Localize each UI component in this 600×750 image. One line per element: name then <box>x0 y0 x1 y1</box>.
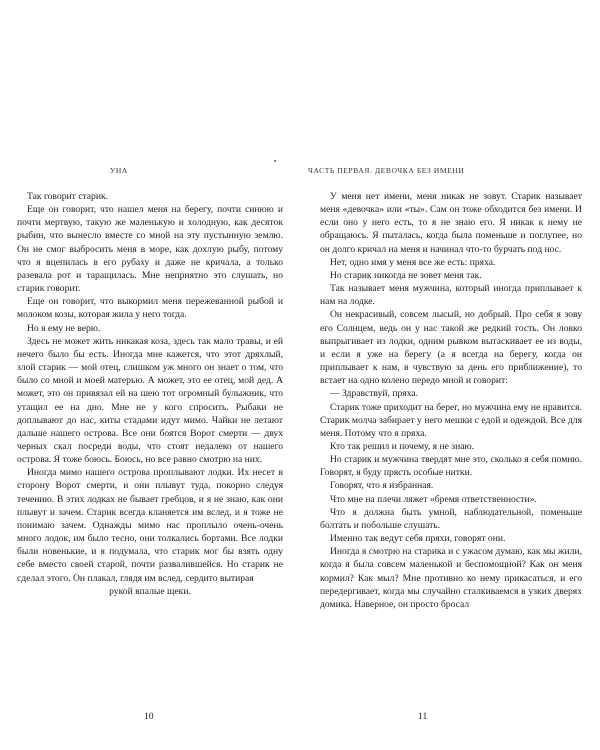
paragraph: Именно так ведут себя пряхи, говорят они. <box>330 533 506 545</box>
right-text-column <box>320 190 582 611</box>
paragraph: — Здравствуй, пряха. <box>330 388 419 400</box>
paragraph: Но старик и мужчина твердят мне это, сколько я себя помню. Говорят, я буду прясть особые нитки. <box>320 454 582 479</box>
left-running-head: УНА <box>110 166 128 175</box>
paragraph: Иногда я смотрю на старика и с ужасом думаю, как мы жили, когда я была совсем маленькой и беспомощной? Как он меня кормил? Как мыл? Мне противно ко нему прикасаться, и его передергивает, когда мы случайно сталкиваемся в узких дверях домика. Наверное, он просто бросал <box>320 546 582 610</box>
paragraph: Еще он говорит, что выкормил меня пережеванной рыбой и молоком козы, которая жила у него тогда. <box>17 296 283 321</box>
paragraph: Он некрасивый, совсем лысый, но добрый. Про себя я зову его Солнцем, ведь он у нас такой же редкий гость. Он ловко выпрыгивает из лодки, одним рывком вытаскивает ее из воды, и если я уже на берегу (а я всегда на берегу, когда он приплывает к нам, я чувствую за день его приближение), то встает на одно колено передо мной и говорит: <box>320 309 582 387</box>
paragraph: Иногда мимо нашего острова проплывают лодки. Их несет в сторону Ворот смерти, и они плывут туда, покорно следуя течению. В этих лодках не бывает гребцов, и я не знаю, как они плывут и зачем. Старик всегда кланяется им вслед, и я тоже не понимаю зачем. Однажды мимо нас проплыло очень-очень много лодок, им было тесно, они толкались бортами. Все лодки были новенькие, и я подумала, что старик мог бы взять одну себе вместо своей старой, почти развалившейся. Но старик не сделал этого. Он плакал, глядя им вслед, сердито вытирая <box>17 467 283 584</box>
paragraph-last-line: рукой впалые щеки. <box>109 585 191 597</box>
paragraph: У меня нет имени, меня никак не зовут. Старик называет меня «девочка» или «ты». Сам он тоже обходится без имени. И если оно у него есть, то я не знаю его. Я никак к нему не обращаюсь. Я пыталась, когда была поменьше и поглупее, но он долго кричал на меня и начинал что-то бурчать под нос. <box>320 191 582 255</box>
paragraph: Но старик никогда не зовет меня так. <box>330 269 482 281</box>
paragraph: Но я ему не верю. <box>27 322 101 334</box>
right-page-number: 11 <box>418 711 428 722</box>
paragraph: Нет, одно имя у меня все же есть: пряха. <box>330 256 496 268</box>
paragraph: Еще он говорит, что нашел меня на берегу, почти синюю и почти мертвую, такую же маленькую и холодную, как десяток рыбин, что вынесло вместе со мной на эту пустынную землю. Он не смог выбросить меня в море, как дохлую рыбу, потому что я вцепилась в его рубаху и даже не кричала, а только разевала рот и таращилась. Мне неприятно это слушать, но старик говорит. <box>17 204 283 295</box>
paragraph: Так говорит старик. <box>27 191 109 202</box>
paragraph: Так называет меня мужчина, который иногда приплывает к нам на лодке. <box>320 283 582 308</box>
right-running-head: ЧАСТЬ ПЕРВАЯ. ДЕВОЧКА БЕЗ ИМЕНИ <box>308 166 465 175</box>
paragraph: Что я должна быть умной, наблюдательной, поменьше болтать и побольше слушать. <box>320 506 582 531</box>
paragraph: Кто так решил и почему, я не знаю. <box>330 440 475 452</box>
left-page-number: 10 <box>144 711 154 722</box>
paragraph: Старик тоже приходит на берег, но мужчина ему не нравится. Старик молча забирает у него мешки с едой и одеждой. Все для меня. Потому что я пряха. <box>320 401 582 439</box>
paragraph: Говорят, что я избранная. <box>330 480 434 492</box>
paragraph: Здесь не может жить никакая коза, здесь так мало травы, и ей нечего было бы есть. Иногда мне кажется, что этот дряхлый, злой старик — мой отец, слишком уж много он знает о том, что было со мной и моей матерью. А может, это ее отец, мой дед. А может, это он привязал ей на шею тот огромный булыжник, что утащил ее на дно. Мне не у кого спросить. Рыбаки не доплывают до нас, киты стадами идут мимо. Чайки не летают дальше нашего острова. Все они боятся Ворот смерти — двух черных скал посреди воды, что стоят недалеко от нашего острова. Я тоже боюсь. Боюсь, но все равно смотрю на них. <box>17 335 283 466</box>
paragraph: Что мне на плечи ляжет «бремя ответственности». <box>330 493 537 505</box>
left-text-column <box>17 190 283 598</box>
right-page <box>300 0 600 750</box>
